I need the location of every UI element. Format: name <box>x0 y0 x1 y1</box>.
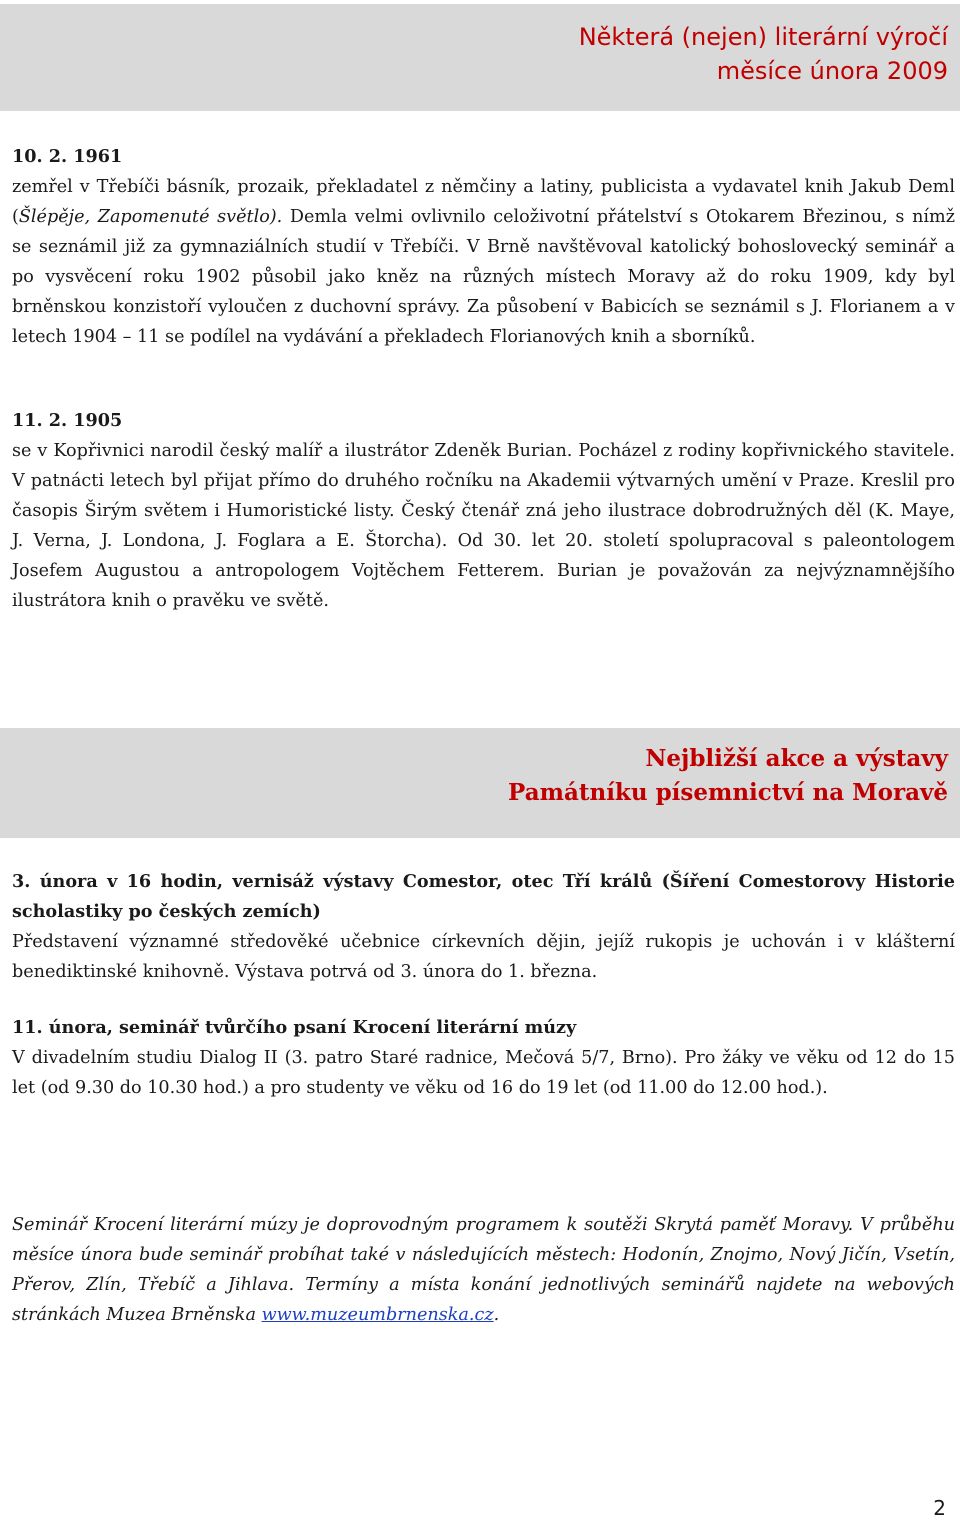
event-1 <box>12 867 955 987</box>
header-title-line1: Některá (nejen) literární výročí <box>578 23 948 51</box>
muzeum-link[interactable]: www.muzeumbrnenska.cz <box>261 1305 494 1325</box>
page-header-banner <box>0 4 960 111</box>
seminar-note <box>12 1210 955 1330</box>
events-title-line2: Památníku písemnictví na Moravě <box>508 779 948 806</box>
anniversary-1 <box>12 142 955 352</box>
events-title-line1: Nejbližší akce a výstavy <box>645 745 948 772</box>
anniversary-2 <box>12 406 955 616</box>
header-title-line2: měsíce února 2009 <box>716 57 948 85</box>
anniversary-date: 11. 2. 1905 <box>12 410 123 431</box>
anniversary-text: zemřel v Třebíči básník, prozaik, překladatel z němčiny a latiny, publicista a vydavatel knih Jakub Deml (Šlépěje, Zapomenuté světlo). Demla velmi ovlivnilo celoživotní přátelství s Otokarem Březinou, s nímž se seznámil již za gymnaziálních studií v Třebíči. V Brně navštěvoval katolický bohoslovecký seminář a po vysvěcení roku 1902 působil jako kněz na různých místech Moravy až do roku 1909, kdy byl brněnskou konzistoří vyloučen z duchovní správy. Za působení v Babicích se seznámil s J. Florianem a v letech 1904 – 11 se podílel na vydávání a překladech Florianových knih a sborníků. <box>12 177 955 347</box>
event-title: 11. února, seminář tvůrčího psaní Krocení literární múzy <box>12 1017 577 1038</box>
event-title: 3. února v 16 hodin, vernisáž výstavy Comestor, otec Tří králů (Šíření Comestorovy Historie scholastiky po českých zemích) <box>12 871 955 922</box>
events-header-banner <box>0 728 960 838</box>
event-text: V divadelním studiu Dialog II (3. patro Staré radnice, Mečová 5/7, Brno). Pro žáky ve věku od 12 do 15 let (od 9.30 do 10.30 hod.) a pro studenty ve věku od 16 do 19 let (od 11.00 do 12.00 hod.). <box>12 1048 955 1098</box>
event-2 <box>12 1013 955 1103</box>
event-text: Představení významné středověké učebnice církevních dějin, jejíž rukopis je uchován i v klášterní benediktinské knihovně. Výstava potrvá od 3. února do 1. března. <box>12 932 955 982</box>
page-number: 2 <box>933 1496 946 1520</box>
anniversary-text: se v Kopřivnici narodil český malíř a ilustrátor Zdeněk Burian. Pocházel z rodiny kopřivnického stavitele. V patnácti letech byl přijat přímo do druhého ročníku na Akademii výtvarných umění v Praze. Kreslil pro časopis Širým světem i Humoristické listy. Český čtenář zná jeho ilustrace dobrodružných děl (K. Maye, J. Verna, J. Londona, J. Foglara a E. Štorcha). Od 30. let 20. století spolupracoval s paleontologem Josefem Augustou a antropologem Vojtěchem Fetterem. Burian je považován za nejvýznamnějšího ilustrátora knih o pravěku ve světě. <box>12 441 955 611</box>
seminar-note-text: Seminář Krocení literární múzy je doprovodným programem k soutěži Skrytá paměť Moravy. V průběhu měsíce února bude seminář probíhat také v následujících městech: Hodonín, Znojmo, Nový Jičín, Vsetín, Přerov, Zlín, Třebíč a Jihlava. Termíny a místa konání jednotlivých seminářů najdete na webových stránkách Muzea Brněnska www.muzeumbrnenska.cz. <box>12 1215 955 1325</box>
anniversary-date: 10. 2. 1961 <box>12 146 123 167</box>
